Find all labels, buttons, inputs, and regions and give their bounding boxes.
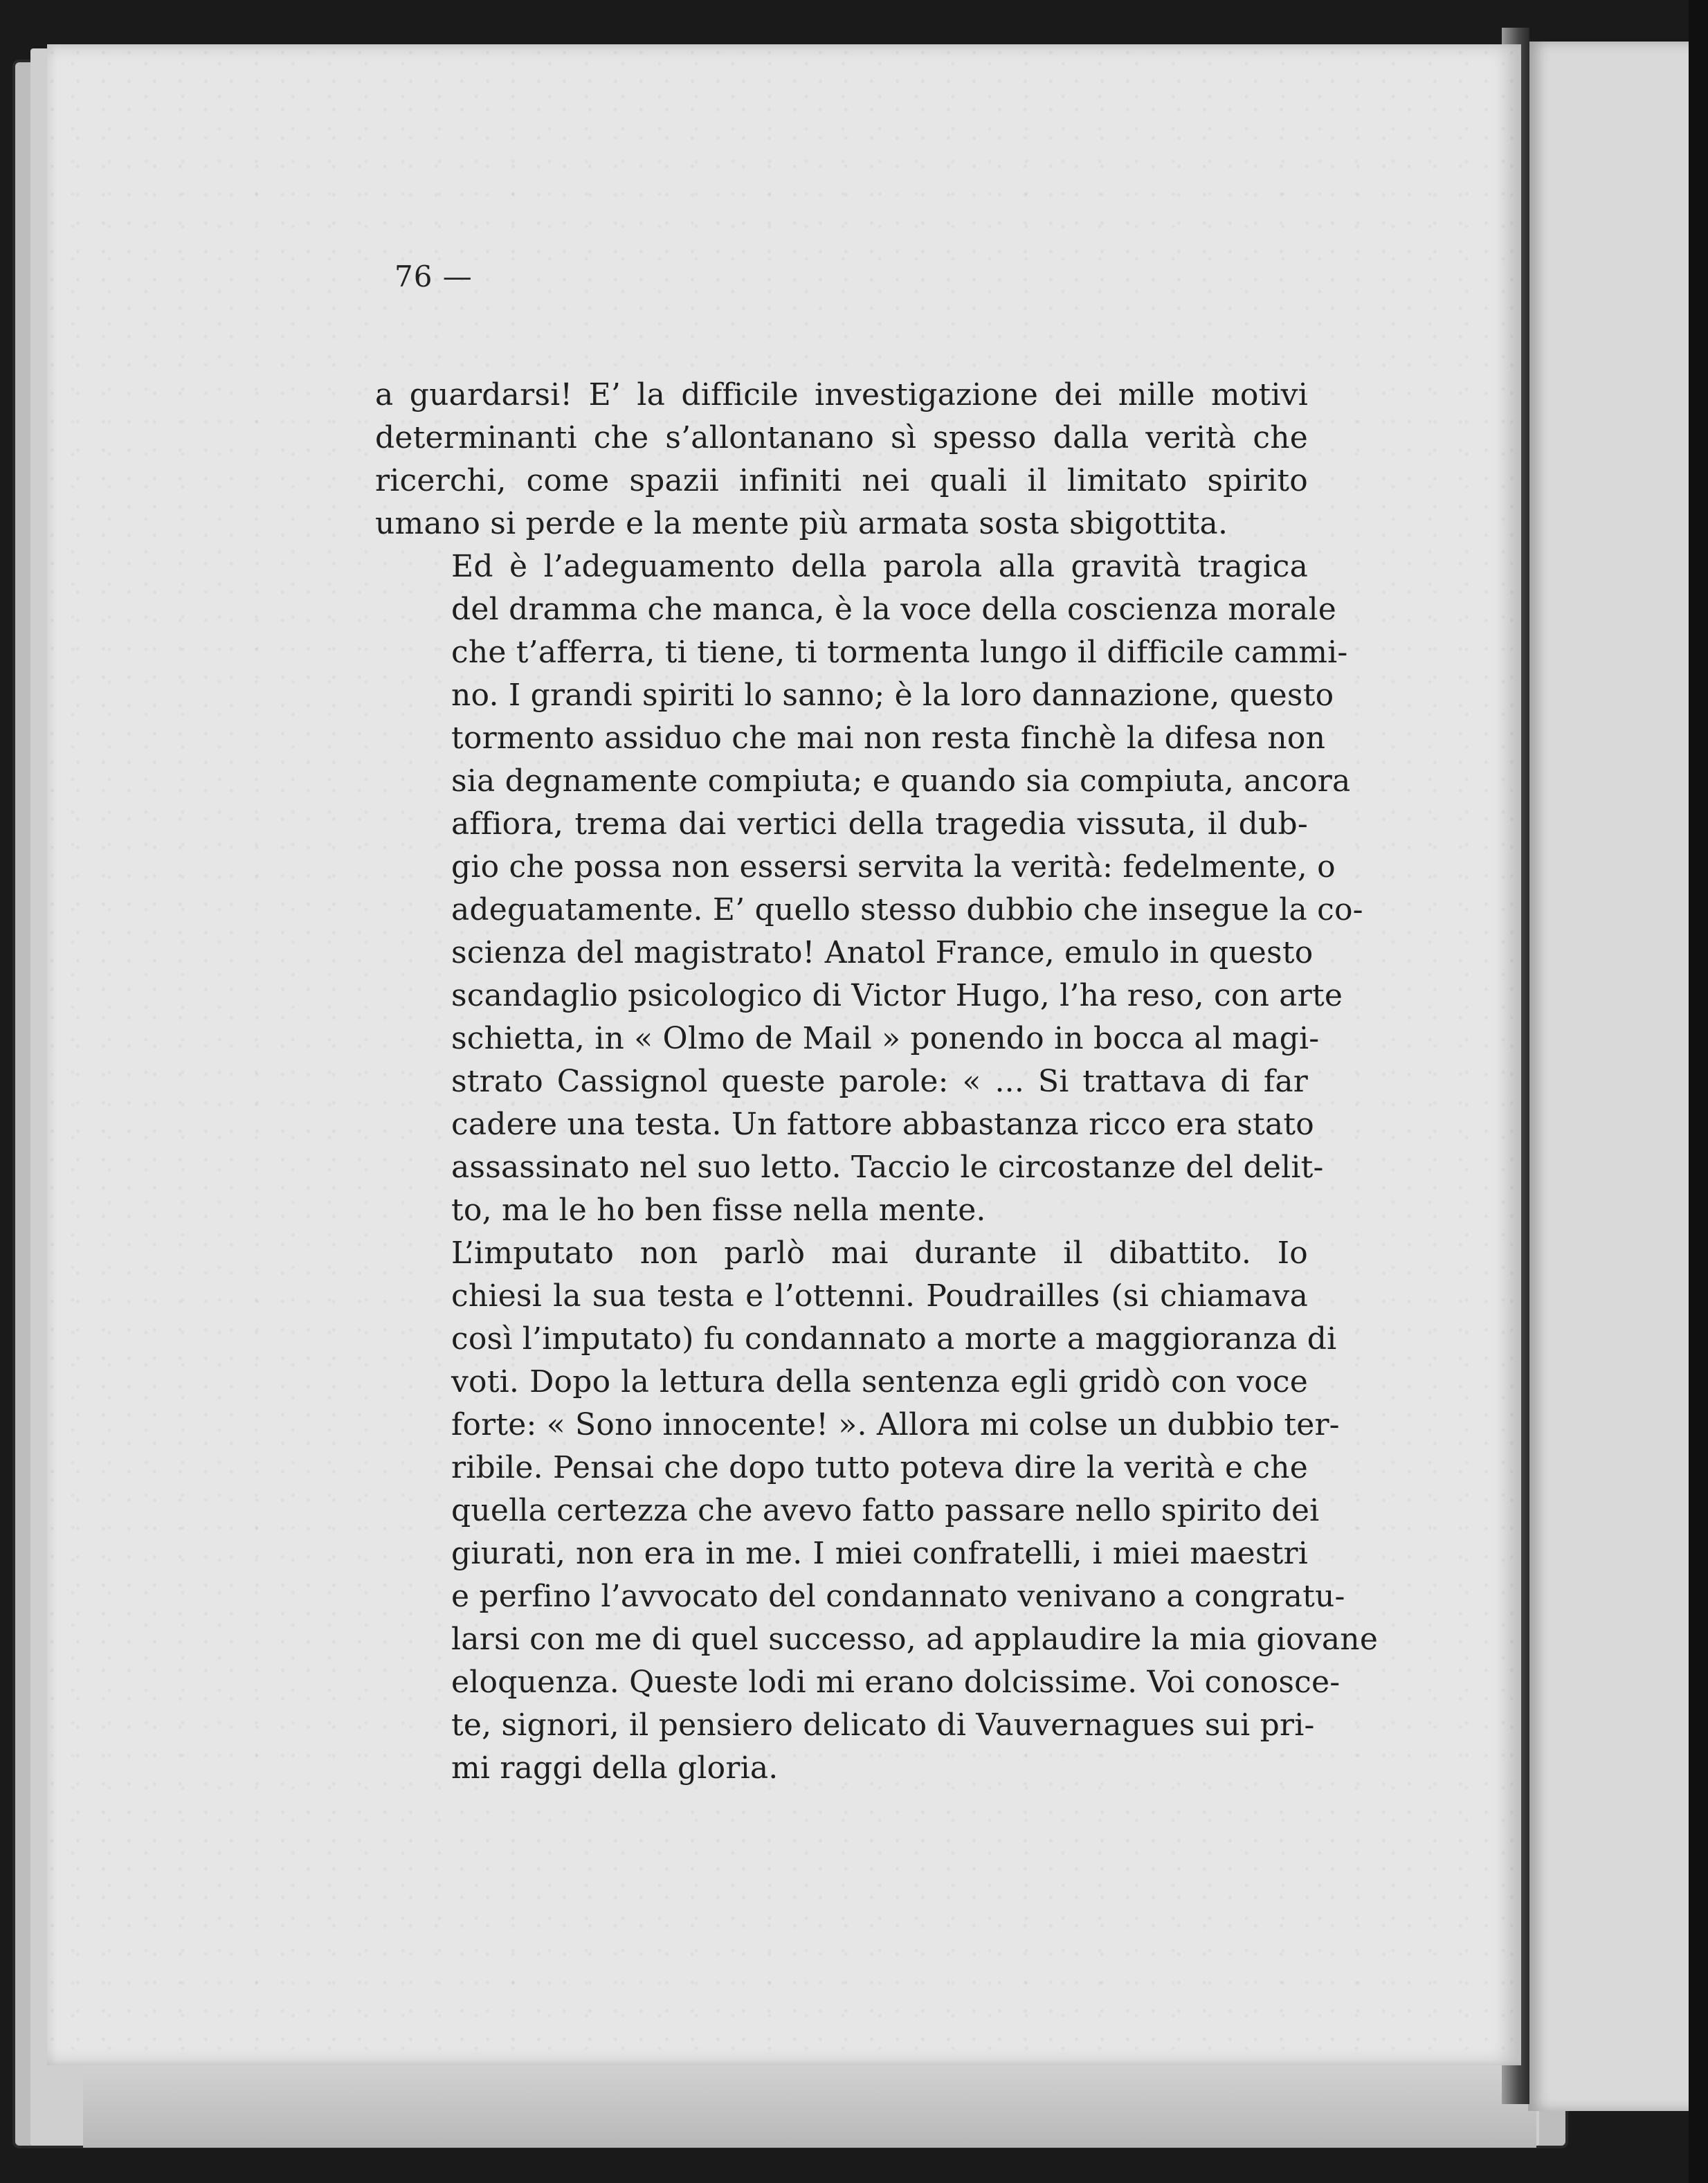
text-line: scienza del magistrato! Anatol France, emulo in questo: [451, 935, 1314, 970]
text-line: ricerchi, come spazii infiniti nei quali il limitato spirito: [375, 463, 1308, 498]
text-line: che t’afferra, ti tiene, ti tormenta lungo il difficile cammi-: [451, 635, 1348, 670]
text-line: umano si perde e la mente più armata sosta sbigottita.: [375, 506, 1228, 541]
text-line: mi raggi della gloria.: [451, 1750, 779, 1786]
paragraph: [375, 545, 1363, 1232]
text-line: determinanti che s’allontanano sì spesso dalla verità che: [375, 420, 1308, 455]
text-line: giurati, non era in me. I miei confratelli, i miei maestri: [451, 1536, 1308, 1571]
text-line: larsi con me di quel successo, ad applaudire la mia giovane: [451, 1622, 1379, 1657]
text-line: sia degnamente compiuta; e quando sia compiuta, ancora: [451, 763, 1351, 799]
text-line: strato Cassignol queste parole: « ... Si trattava di far: [451, 1064, 1308, 1099]
text-line: a guardarsi! E’ la difficile investigazione dei mille motivi: [375, 377, 1308, 413]
text-line: del dramma che manca, è la voce della coscienza morale: [451, 592, 1337, 627]
text-line: schietta, in « Olmo de Mail » ponendo in bocca al magi-: [451, 1021, 1320, 1056]
text-line: assassinato nel suo letto. Taccio le circostanze del delit-: [451, 1150, 1324, 1185]
text-line: to, ma le ho ben fisse nella mente.: [451, 1193, 986, 1228]
text-line: gio che possa non essersi servita la verità: fedelmente, o: [451, 849, 1336, 885]
text-line: così l’imputato) fu condannato a morte a maggioranza di: [451, 1321, 1337, 1357]
text-line: te, signori, il pensiero delicato di Vauvernagues sui pri-: [451, 1708, 1315, 1743]
text-line: quella certezza che avevo fatto passare nello spirito dei: [451, 1493, 1320, 1528]
text-line: adeguatamente. E’ quello stesso dubbio che insegue la co-: [451, 892, 1363, 927]
text-line: ribile. Pensai che dopo tutto poteva dire la verità e che: [451, 1450, 1308, 1485]
text-line: cadere una testa. Un fattore abbastanza ricco era stato: [451, 1107, 1314, 1142]
text-line: forte: « Sono innocente! ». Allora mi colse un dubbio ter-: [451, 1407, 1340, 1442]
paragraph: [375, 374, 1308, 545]
page-number: 76 —: [394, 260, 473, 293]
text-line: scandaglio psicologico di Victor Hugo, l’ha reso, con arte: [451, 978, 1343, 1013]
paragraph: [375, 1232, 1379, 1790]
body-text: [375, 374, 1379, 1790]
text-line: eloquenza. Queste lodi mi erano dolcissime. Voi conosce-: [451, 1665, 1341, 1700]
text-line: e perfino l’avvocato del condannato venivano a congratu-: [451, 1579, 1345, 1614]
text-line: Ed è l’adeguamento della parola alla gravità tragica: [451, 549, 1308, 584]
text-line: L’imputato non parlò mai durante il dibattito. Io: [451, 1235, 1308, 1271]
text-line: tormento assiduo che mai non resta finchè la difesa non: [451, 721, 1326, 756]
text-line: no. I grandi spiriti lo sanno; è la loro dannazione, questo: [451, 678, 1334, 713]
scan-border: [1689, 0, 1708, 2183]
text-line: affiora, trema dai vertici della tragedia vissuta, il dub-: [451, 806, 1308, 842]
text-line: voti. Dopo la lettura della sentenza egli gridò con voce: [451, 1364, 1308, 1400]
facing-page-edge: [1528, 42, 1708, 2111]
text-line: chiesi la sua testa e l’ottenni. Poudrailles (si chiamava: [451, 1278, 1308, 1314]
